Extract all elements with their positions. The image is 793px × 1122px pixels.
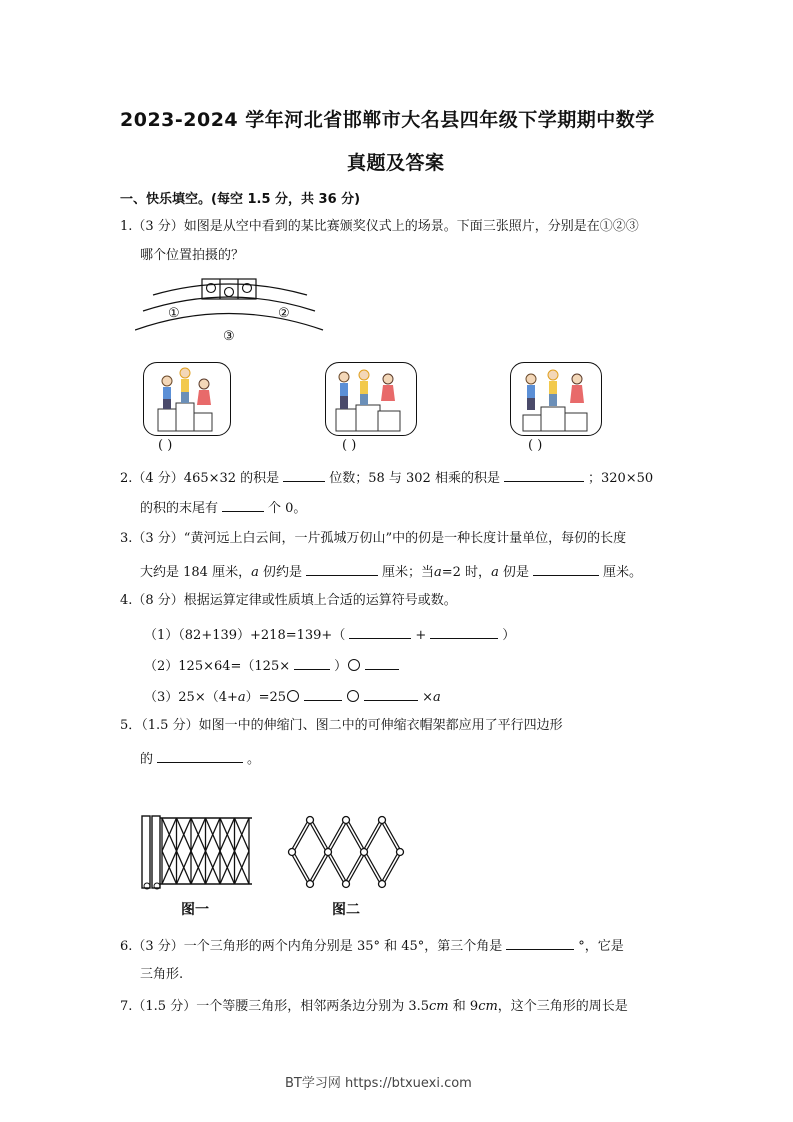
arc-1 [153,284,307,295]
variable-a: a [434,565,442,580]
question-3-text: 大约是 184 厘米， [140,565,252,580]
question-4-text: + [415,628,427,643]
answer-blank[interactable] [533,561,599,576]
answer-blank[interactable] [349,624,411,639]
question-3-text: 仞是 [498,565,529,580]
question-2-text: ；320×50 [587,471,654,486]
photo-3 [510,362,602,436]
winner-marker [225,288,234,297]
question-4-text: （3）25×（4+ [144,690,238,705]
question-2-text: 2.（4 分）465×32 的积是 [120,471,280,486]
variable-a: a [491,565,499,580]
question-4-part-2 [144,655,403,676]
answer-blank[interactable] [294,655,330,670]
question-2-text: 位数；58 与 302 相乘的积是 [329,471,500,486]
page-title-line2: 真题及答案 [347,152,445,174]
question-7-line-1 [120,998,628,1016]
question-5-line-1: 5．（1.5 分）如图一中的伸缩门、图二中的可伸缩衣帽架都应用了平行四边形 [120,718,563,733]
answer-blank[interactable] [364,686,418,701]
answer-blank[interactable] [504,467,584,482]
photo-2 [325,362,417,436]
position-3-label: ③ [223,329,235,344]
question-4-text: （2）125×64=（125× [144,659,291,674]
section-heading: 一、快乐填空。(每空 1.5 分，共 36 分) [120,192,361,207]
question-4-text: × [422,690,433,705]
question-6-text: 6.（3 分）一个三角形的两个内角分别是 35° 和 45°，第三个角是 [120,939,503,954]
answer-blank[interactable] [306,561,378,576]
question-3-text: =2 时， [441,565,492,580]
question-2-line-1 [120,467,653,488]
question-4-text: ）=25 [245,690,287,705]
question-4-text: ） [334,659,348,674]
unit-cm: cm [429,999,449,1014]
question-4-text: ） [502,628,516,643]
answer-blank-photo-2[interactable]: ( ) [342,438,357,453]
variable-a: a [432,690,441,705]
question-3-text: 厘米；当 [381,565,434,580]
question-4-head: 4.（8 分）根据运算定律或性质填上合适的运算符号或数。 [120,593,457,608]
photo-1 [143,362,231,436]
question-4-part-1 [144,624,515,645]
question-7-text: 7.（1.5 分）一个等腰三角形，相邻两条边分别为 3.5 [120,999,430,1014]
answer-blank[interactable] [365,655,399,670]
unit-cm: cm [478,999,498,1014]
question-6-line-1 [120,935,624,956]
position-1-label: ① [168,306,180,321]
answer-blank-photo-1[interactable]: ( ) [158,438,173,453]
answer-blank-photo-3[interactable]: ( ) [528,438,543,453]
operator-circle[interactable] [347,690,359,702]
question-5-text: 。 [247,752,261,767]
question-6-line-2: 三角形. [140,967,184,982]
coat-rack-figure [286,812,408,892]
answer-blank[interactable] [304,686,342,701]
question-1-text-2: 哪个位置拍摄的？ [140,248,245,263]
question-3-line-1: 3.（3 分）“黄河远上白云间，一片孤城万仞山”中的仞是一种长度计量单位，每仞的长度 [120,531,627,546]
question-5-line-2 [140,748,260,769]
question-3-text: 仞约是 [258,565,302,580]
operator-circle[interactable] [287,690,299,702]
figure-1-label: 图一 [181,902,209,918]
question-7-text: 和 9 [448,999,479,1014]
answer-blank[interactable] [157,748,243,763]
footer-source[interactable]: BT学习网 https://btxuexi.com [285,1076,472,1091]
question-5-text: 的 [140,752,154,767]
question-2-line-2 [140,497,306,518]
page-title: 2023-2024 学年河北省邯郸市大名县四年级下学期期中数学 [120,109,655,131]
answer-blank[interactable] [283,467,325,482]
question-2-text: 个 0。 [268,501,307,516]
question-7-text: ，这个三角形的周长是 [497,999,628,1014]
question-3-line-2 [140,561,642,582]
position-2-label: ② [278,306,290,321]
answer-blank[interactable] [506,935,574,950]
retractable-gate-figure [136,812,254,892]
figure-2-label: 图二 [332,902,360,918]
question-4-part-3 [144,686,441,707]
question-4-text: （1）（82+139）+218=139+（ [144,628,346,643]
answer-blank[interactable] [430,624,498,639]
variable-a: a [237,690,246,705]
variable-a: a [251,565,259,580]
question-1-text: 1.（3 分）如图是从空中看到的某比赛颁奖仪式上的场景。下面三张照片，分别是在①②③ [120,219,639,234]
question-2-text: 的积的末尾有 [140,501,219,516]
answer-blank[interactable] [222,497,264,512]
operator-circle[interactable] [348,659,360,671]
question-3-text: 厘米。 [602,565,642,580]
question-6-text: °，它是 [578,939,624,954]
